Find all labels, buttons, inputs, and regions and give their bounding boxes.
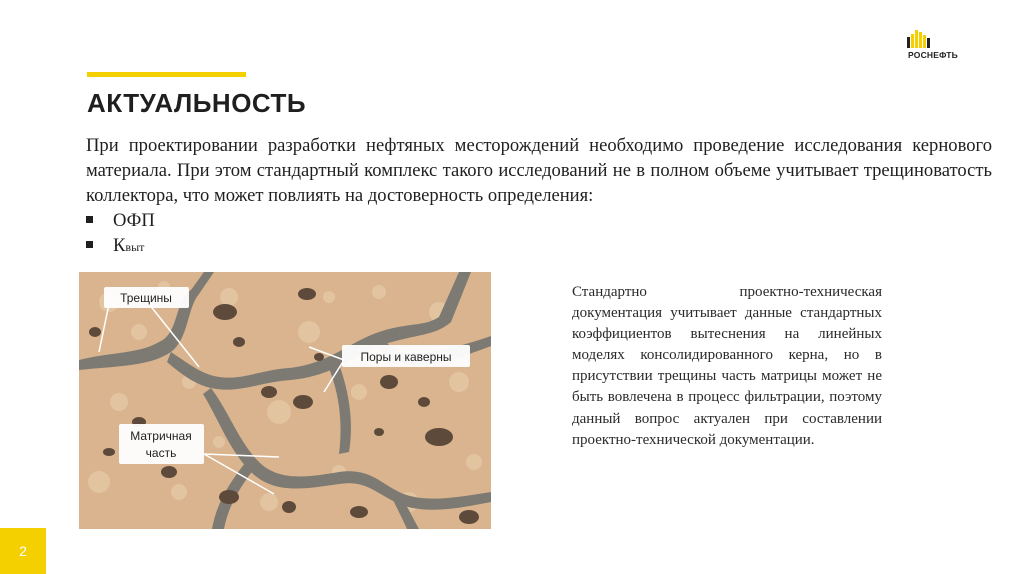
- bullet-text: ОФП: [113, 210, 155, 231]
- label-pores: Поры и каверны: [360, 350, 452, 364]
- bullet-list: [86, 208, 155, 258]
- label-cracks: Трещины: [120, 291, 172, 305]
- core-thin-section-image: [79, 272, 491, 529]
- bullet-item-ofp: [86, 208, 155, 233]
- intro-paragraph: При проектировании разработки нефтяных месторождений необходимо проведение исследования кернового материала. При этом стандартный комплекс такого исследований не в полном объеме учитывает трещиноватость коллектора, что может повлиять на достоверность определения:: [86, 135, 992, 206]
- page-number: 2: [19, 543, 27, 559]
- page-title: АКТУАЛЬНОСТЬ: [87, 88, 307, 118]
- bullet-text: К: [113, 235, 126, 256]
- square-bullet-icon: [86, 241, 93, 248]
- bullet-subscript: выт: [125, 240, 145, 254]
- bullet-item-kvyt: [86, 233, 155, 258]
- thin-section-svg: [79, 272, 491, 529]
- rosneft-logo-icon: [898, 28, 998, 68]
- label-pores-box: [342, 345, 470, 367]
- label-matrix-box: [119, 424, 204, 464]
- label-cracks-box: [104, 287, 189, 308]
- title-accent-bar: [87, 72, 246, 77]
- side-description: Стандартно проектно-техническая документация учитывает данные стандартных коэффициентов вытеснения на линейных моделях консолидированного керна, но в присутствии трещины часть матрицы может не быть вовлечена в процесс фильтрации, поэтому данный вопрос актуален при составлении проектно-технической документации.: [572, 284, 882, 448]
- page-number-badge: [0, 528, 46, 574]
- logo-wordmark: РОСНЕФТЬ: [908, 50, 958, 60]
- square-bullet-icon: [86, 216, 93, 223]
- label-matrix-line2: часть: [145, 446, 177, 460]
- label-matrix-line1: Матричная: [130, 429, 192, 443]
